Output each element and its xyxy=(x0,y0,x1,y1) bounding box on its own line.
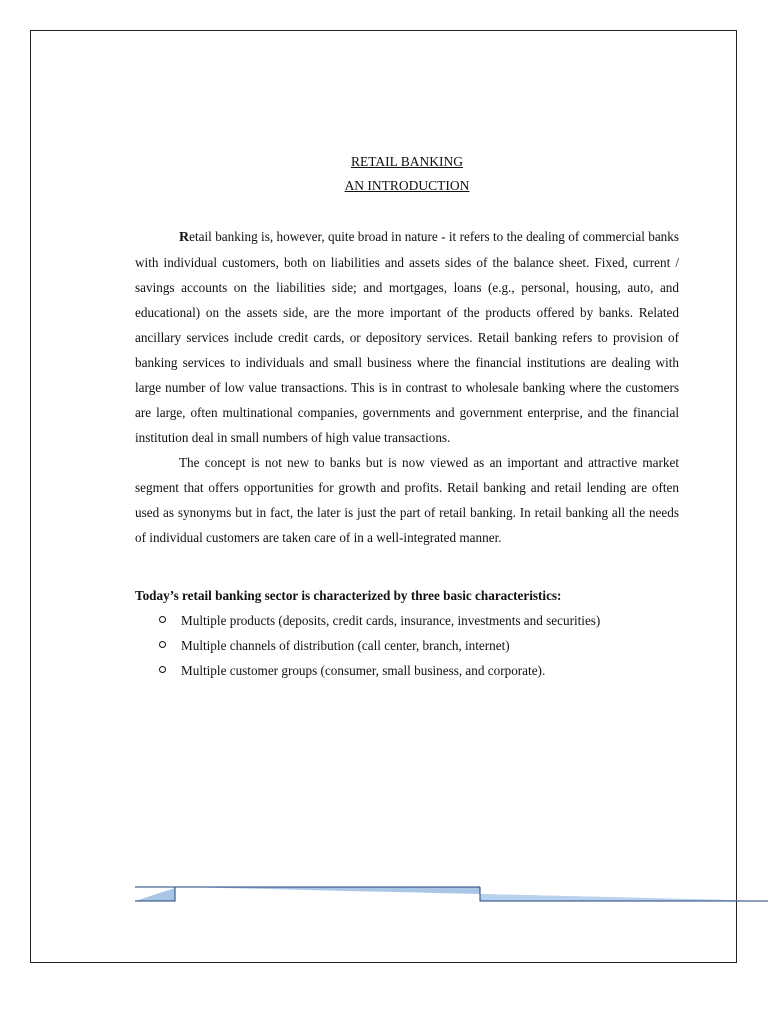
list-item xyxy=(155,633,679,658)
paragraph-1 xyxy=(135,224,679,450)
title-line-1: RETAIL BANKING xyxy=(350,154,464,169)
list-item xyxy=(155,658,679,683)
list-item xyxy=(155,608,679,633)
footer-wave-left xyxy=(135,888,175,901)
characteristics-heading: Today’s retail banking sector is characterized by three basic characteristics: xyxy=(135,588,562,603)
list-item-text: Multiple customer groups (consumer, small business, and corporate). xyxy=(181,663,546,678)
circle-bullet-icon xyxy=(159,666,166,673)
document-body xyxy=(135,150,679,683)
characteristics-list xyxy=(135,608,679,683)
drop-letter: R xyxy=(179,230,190,245)
paragraph-1-text: etail banking is, however, quite broad in nature - it refers to the dealing of commercial banks with individual customers, both on liabilities and assets sides of the balance sheet. Fixed, current / savings accounts on the liabilities side; and mortgages, loans (e.g., personal, housing, auto, and educational) on the assets side, are the more important of the products offered by banks. Related ancillary services include credit cards, or depository services. Retail banking refers to provision of banking services to individuals and small business where the financial institutions are dealing with large number of low value transactions. This is in contrast to wholesale banking where the customers are large, often multinational companies, governments and government enterprise, and the financial institution deal in small numbers of high value transactions. xyxy=(135,229,679,445)
circle-bullet-icon xyxy=(159,616,166,623)
list-item-text: Multiple products (deposits, credit cards, insurance, investments and securities) xyxy=(181,613,601,628)
paragraph-2: The concept is not new to banks but is now viewed as an important and attractive market segment that offers opportunities for growth and profits. Retail banking and retail lending are often used as synonyms but in fact, the later is just the part of retail banking. In retail banking all the needs of individual customers are taken care of in a well-integrated manner. xyxy=(135,455,679,545)
document-title xyxy=(135,150,679,198)
footer-decoration xyxy=(135,880,768,910)
circle-bullet-icon xyxy=(159,641,166,648)
list-item-text: Multiple channels of distribution (call center, branch, internet) xyxy=(181,638,510,653)
footer-wave-right xyxy=(480,894,768,901)
title-line-2: AN INTRODUCTION xyxy=(344,178,470,193)
